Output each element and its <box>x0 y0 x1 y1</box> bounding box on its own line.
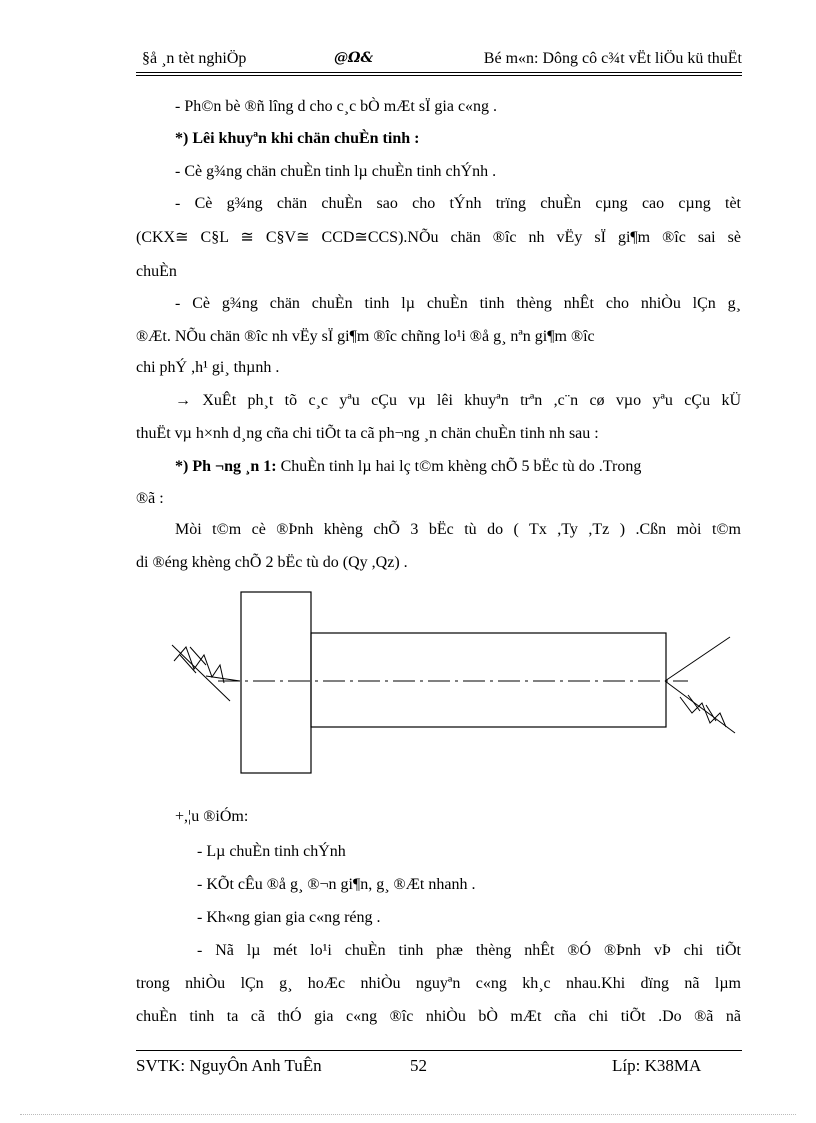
left-center-support <box>172 645 240 701</box>
footer-rule <box>136 1050 742 1051</box>
list-item: - KÕt cÊu ®å g¸ ®¬n gi¶n, g¸ ®Æt nhanh . <box>197 876 476 893</box>
body-line: di ®éng khèng chÕ 2 bËc tù do (Qy ,Qz) . <box>136 554 408 571</box>
body-line: chi phÝ ,h¹ gi¸ thµnh . <box>136 359 280 376</box>
header-right-text: Bé m«n: Dông cô c¾t vËt liÖu kü thuËt <box>483 50 742 67</box>
body-line: → XuÊt ph¸t tõ c¸c yªu cÇu vµ lêi khuyªn trªn ,c¨n cø vµo yªu cÇu kÜ <box>175 392 741 409</box>
body-line: - Cè g¾ng chän chuÈn sao cho tÝnh trïng chuÈn cµng cao cµng tèt <box>175 195 741 212</box>
body-line: - Ph©n bè ®ñ lîng d cho c¸c bÒ mÆt sÏ gia c«ng . <box>175 98 498 115</box>
header-left-text: §å ¸n tèt nghiÖp <box>142 50 247 67</box>
body-line: trong nhiÒu lÇn g¸ hoÆc nhiÒu nguyªn c«ng kh¸c nhau.Khi dïng nã lµm <box>136 975 741 992</box>
option-label: *) Ph ¬ng ¸n 1: <box>175 458 277 475</box>
body-line: thuËt vµ h×nh d¸ng cña chi tiÕt ta cã ph¬ng ¸n chän chuÈn tinh nh sau : <box>136 425 599 442</box>
body-line: Mòi t©m cè ®Þnh khèng chÕ 3 bËc tù do ( Tx ,Ty ,Tz ) .Cßn mòi t©m <box>175 521 741 538</box>
right-center-support <box>665 637 735 733</box>
list-item: - Nã lµ mét lo¹i chuÈn tinh phæ thèng nhÊt ®Ó ®Þnh vÞ chi tiÕt <box>197 942 741 959</box>
body-heading: *) Lêi khuyªn khi chän chuÈn tinh : <box>175 130 420 147</box>
list-item: - Lµ chuÈn tinh chÝnh <box>197 843 346 860</box>
body-line: ®Æt. NÕu chän ®îc nh vËy sÏ gi¶m ®îc chñng lo¹i ®å g¸ nªn gi¶m ®îc <box>136 328 595 345</box>
body-line: ®ã : <box>136 490 164 507</box>
body-line <box>175 457 641 477</box>
body-line: (CKX≅ C§L ≅ C§V≅ CCD≅CCS).NÕu chän ®îc nh vËy sÏ gi¶m ®îc sai sè <box>136 229 741 246</box>
body-line: chuÈn <box>136 263 177 280</box>
body-line: - Cè g¾ng chän chuÈn tinh lµ chuÈn tinh chÝnh . <box>175 163 497 180</box>
option-text: ChuÈn tinh lµ hai lç t©m khèng chÕ 5 bËc tù do .Trong <box>276 458 642 475</box>
page-number: 52 <box>410 1056 427 1075</box>
shaft-head <box>241 592 311 773</box>
list-item: - Kh«ng gian gia c«ng réng . <box>197 909 381 926</box>
shaft-body <box>311 633 666 727</box>
footer-author: SVTK: NguyÔn Anh TuÊn <box>136 1056 322 1075</box>
page-header <box>136 50 742 72</box>
shaft-diagram <box>160 585 740 780</box>
footer-class: Líp: K38MA <box>612 1056 702 1075</box>
header-rule <box>136 72 742 73</box>
body-line: - Cè g¾ng chän chuÈn tinh lµ chuÈn tinh thèng nhÊt cho nhiÒu lÇn g¸ <box>175 295 741 312</box>
header-logo-text: @Ω& <box>334 50 374 66</box>
page-bottom-divider <box>20 1114 796 1115</box>
header-rule-double <box>136 75 742 76</box>
body-line: chuÈn tinh ta cã thÓ gia c«ng ®îc nhiÒu bÒ mÆt cña chi tiÕt .Do ®ã nã <box>136 1008 741 1025</box>
body-subheading: +,¦u ®iÓm: <box>175 808 249 825</box>
